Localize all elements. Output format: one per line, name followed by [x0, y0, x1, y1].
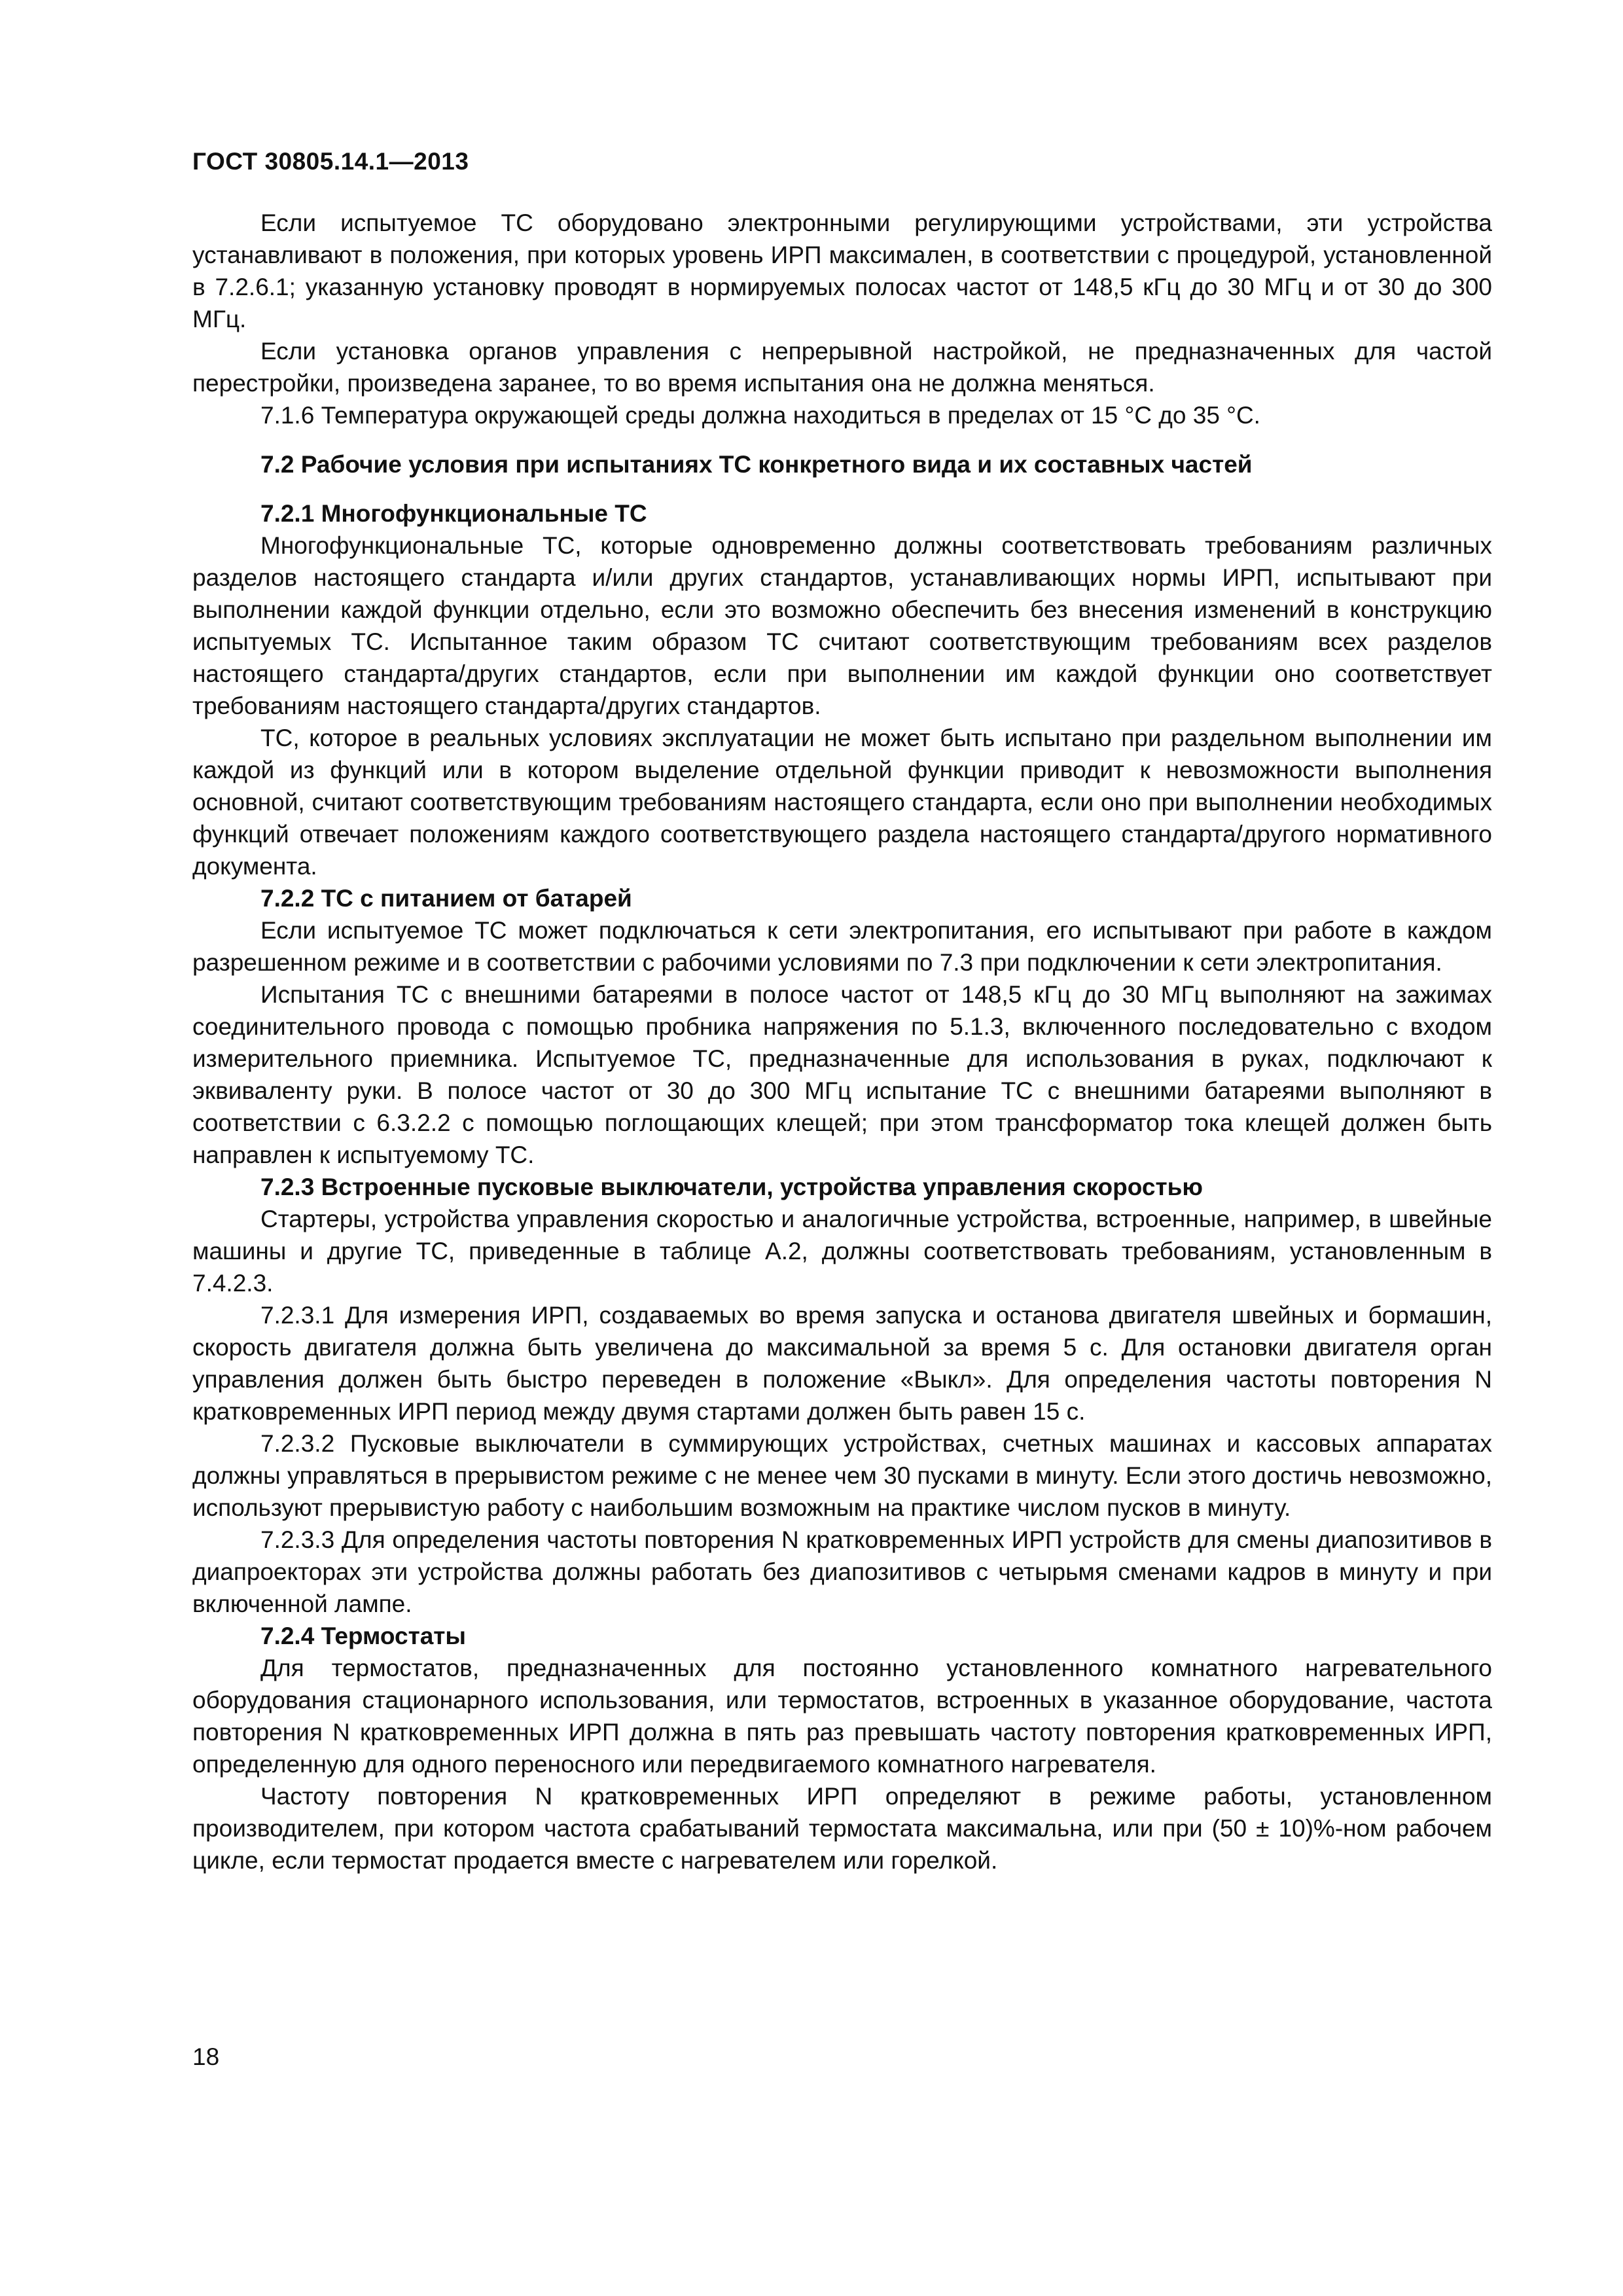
paragraph: Если испытуемое ТС может подключаться к сети электропитания, его испытывают при работе в каждом разрешенном режиме и в соответствии с рабочими условиями по 7.3 при подключении к сети электропитания.: [192, 917, 1492, 976]
paragraph: Испытания ТС с внешними батареями в полосе частот от 148,5 кГц до 30 МГц выполняют на зажимах соединительного провода с помощью пробника напряжения по 5.1.3, включенного последовательно с входом измерительного приемника. Испытуемое ТС, предназначенные для использования в руках, подключают к эквиваленту руки. В полосе частот от 30 до 300 МГц испытание ТС с внешними батареями выполняют в соответствии с 6.3.2.2 с помощью поглощающих клещей; при этом трансформатор тока клещей должен быть направлен к испытуемому ТС.: [192, 981, 1492, 1168]
subsection-heading-7-2-2: 7.2.2 ТС с питанием от батарей: [260, 885, 632, 912]
paragraph: Стартеры, устройства управления скоростью и аналогичные устройства, встроенные, например, в швейные машины и другие ТС, приведенные в таблице А.2, должны соответствовать требованиям, установленным в 7.4.2.3.: [192, 1206, 1492, 1297]
paragraph: 7.2.3.3 Для определения частоты повторения N кратковременных ИРП устройств для смены диапозитивов в диапроекторах эти устройства должны работать без диапозитивов с четырьмя сменами кадров в минуту и при включенной лампе.: [192, 1526, 1492, 1617]
paragraph: ТС, которое в реальных условиях эксплуатации не может быть испытано при раздельном выполнении им каждой из функций или в котором выделение отдельной функции приводит к невозможности выполнения основной, считают соответствующим требованиям настоящего стандарта, если оно при выполнении необходимых функций отвечает положениям каждого соответствующего раздела настоящего стандарта/другого нормативного документа.: [192, 725, 1492, 880]
section-heading-7-2: 7.2 Рабочие условия при испытаниях ТС конкретного вида и их составных частей: [260, 451, 1253, 478]
paragraph: Многофункциональные ТС, которые одновременно должны соответствовать требованиям различных разделов настоящего стандарта и/или других стандартов, устанавливающих нормы ИРП, испытывают при выполнении каждой функции отдельно, если это возможно обеспечить без внесения изменений в конструкцию испытуемых ТС. Испытанное таким образом ТС считают соответствующим требованиям всех разделов настоящего стандарта/других стандартов, если при выполнении им каждой функции оно соответствует требованиям настоящего стандарта/других стандартов.: [192, 532, 1492, 719]
page-content: [192, 207, 1492, 1876]
subsection-heading-7-2-4: 7.2.4 Термостаты: [260, 1623, 467, 1649]
subsection-heading-7-2-1: 7.2.1 Многофункциональные ТС: [260, 500, 647, 527]
paragraph: Если установка органов управления с непрерывной настройкой, не предназначенных для частой перестройки, произведена заранее, то во время испытания она не должна меняться.: [192, 338, 1492, 397]
paragraph: Для термостатов, предназначенных для постоянно установленного комнатного нагревательного оборудования стационарного использования, или термостатов, встроенных в указанное оборудование, частота повторения N кратковременных ИРП должна в пять раз превышать частоту повторения кратковременных ИРП, определенную для одного переносного или передвигаемого комнатного нагревателя.: [192, 1655, 1492, 1778]
paragraph: 7.2.3.2 Пусковые выключатели в суммирующих устройствах, счетных машинах и кассовых аппаратах должны управляться в прерывистом режиме с не менее чем 30 пусками в минуту. Если этого достичь невозможно, используют прерывистую работу с наибольшим возможным на практике числом пусков в минуту.: [192, 1430, 1492, 1521]
paragraph: Если испытуемое ТС оборудовано электронными регулирующими устройствами, эти устройства устанавливают в положения, при которых уровень ИРП максимален, в соответствии с процедурой, установленной в 7.2.6.1; указанную установку проводят в нормируемых полосах частот от 148,5 кГц до 30 МГц и от 30 до 300 МГц.: [192, 209, 1492, 332]
page-number: 18: [192, 2043, 220, 2070]
paragraph: 7.2.3.1 Для измерения ИРП, создаваемых во время запуска и останова двигателя швейных и бормашин, скорость двигателя должна быть увеличена до максимальной за время 5 с. Для остановки двигателя орган управления должен быть быстро переведен в положение «Выкл». Для определения частоты повторения N кратковременных ИРП период между двумя стартами должен быть равен 15 с.: [192, 1302, 1492, 1425]
paragraph: 7.1.6 Температура окружающей среды должна находиться в пределах от 15 °С до 35 °С.: [260, 402, 1260, 429]
paragraph: Частоту повторения N кратковременных ИРП определяют в режиме работы, установленном производителем, при котором частота срабатываний термостата максимальна, или при (50 ± 10)%-ном рабочем цикле, если термостат продается вместе с нагревателем или горелкой.: [192, 1783, 1492, 1874]
standard-header: ГОСТ 30805.14.1—2013: [192, 148, 469, 175]
subsection-heading-7-2-3: 7.2.3 Встроенные пусковые выключатели, устройства управления скоростью: [260, 1174, 1203, 1200]
